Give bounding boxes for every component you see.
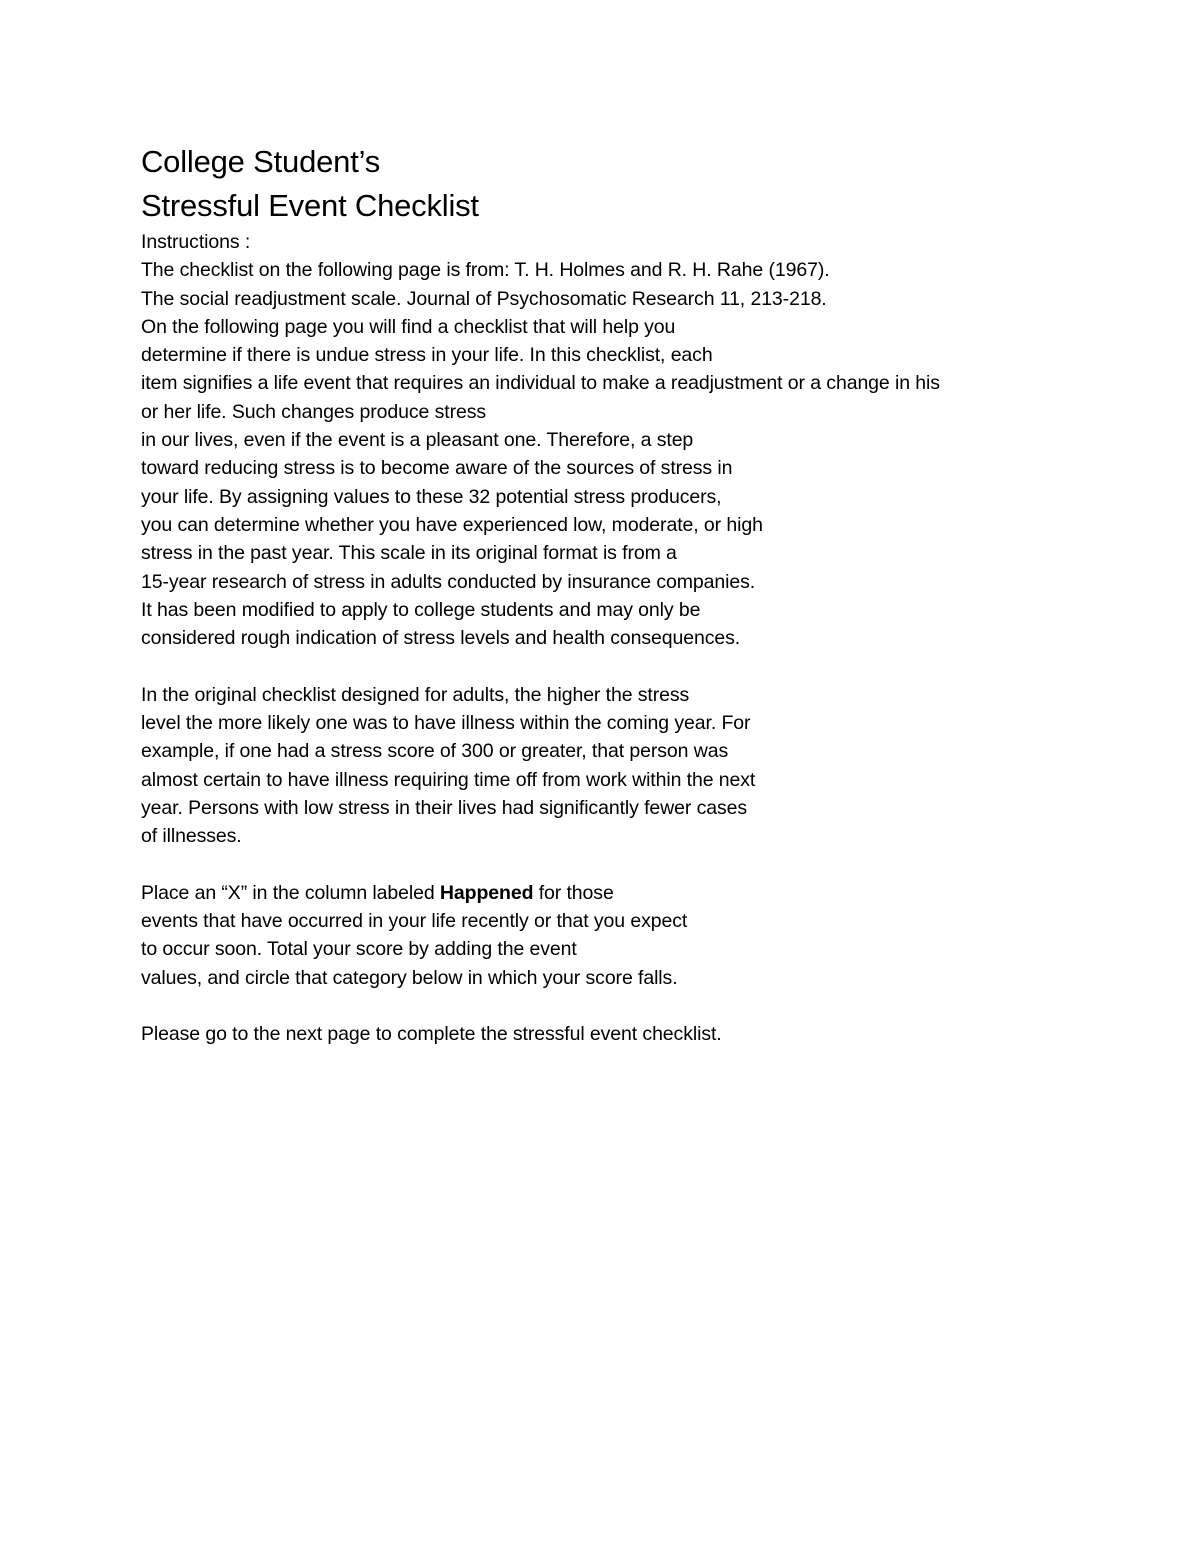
document-content — [141, 140, 1141, 1049]
happened-label: Happened — [439, 881, 534, 904]
place-x-prefix: Place an “X” in the column labeled — [141, 881, 440, 904]
closing-line: Please go to the next page to complete the stressful event checklist. — [141, 1023, 722, 1046]
place-x-line: values, and circle that category below in which your score falls. — [141, 966, 678, 989]
instructions-section — [141, 228, 1141, 652]
place-x-first-line — [141, 879, 1141, 907]
adult-line: example, if one had a stress score of 300 or greater, that person was — [141, 740, 729, 763]
intro-line: you can determine whether you have experienced low, moderate, or high — [141, 513, 763, 536]
intro-line: toward reducing stress is to become aware of the sources of stress in — [141, 457, 733, 480]
intro-line: stress in the past year. This scale in its original format is from a — [141, 542, 677, 565]
intro-line: The social readjustment scale. Journal of Psychosomatic Research 11, 213-218. — [141, 287, 827, 310]
intro-line: considered rough indication of stress levels and health consequences. — [141, 627, 741, 650]
intro-line: item signifies a life event that requires an individual to make a readjustment or a change in his — [141, 372, 940, 395]
title-line-2: Stressful Event Checklist — [141, 188, 479, 223]
intro-line: It has been modified to apply to college students and may only be — [141, 598, 701, 621]
closing-paragraph — [141, 1020, 1141, 1048]
intro-line: 15-year research of stress in adults conducted by insurance companies. — [141, 570, 756, 593]
adult-line: In the original checklist designed for adults, the higher the stress — [141, 683, 690, 706]
adult-line: level the more likely one was to have illness within the coming year. For — [141, 712, 751, 735]
adult-line: year. Persons with low stress in their lives had significantly fewer cases — [141, 796, 748, 819]
intro-line: in our lives, even if the event is a pleasant one. Therefore, a step — [141, 429, 694, 452]
place-x-line: events that have occurred in your life recently or that you expect — [141, 910, 688, 933]
title-line-1: College Student’s — [141, 144, 381, 179]
place-x-paragraph — [141, 879, 1141, 992]
intro-line: determine if there is undue stress in your life. In this checklist, each — [141, 344, 713, 367]
place-x-line: to occur soon. Total your score by adding the event — [141, 938, 577, 961]
intro-line: On the following page you will find a checklist that will help you — [141, 315, 676, 338]
place-x-suffix: for those — [533, 881, 614, 904]
instructions-label: Instructions : — [141, 231, 251, 253]
intro-line: or her life. Such changes produce stress — [141, 400, 487, 423]
adult-checklist-paragraph — [141, 681, 1141, 851]
adult-line: of illnesses. — [141, 825, 242, 848]
adult-line: almost certain to have illness requiring time off from work within the next — [141, 768, 756, 791]
intro-line: your life. By assigning values to these 32 potential stress producers, — [141, 485, 722, 508]
intro-line: The checklist on the following page is from: T. H. Holmes and R. H. Rahe (1967). — [141, 259, 830, 282]
